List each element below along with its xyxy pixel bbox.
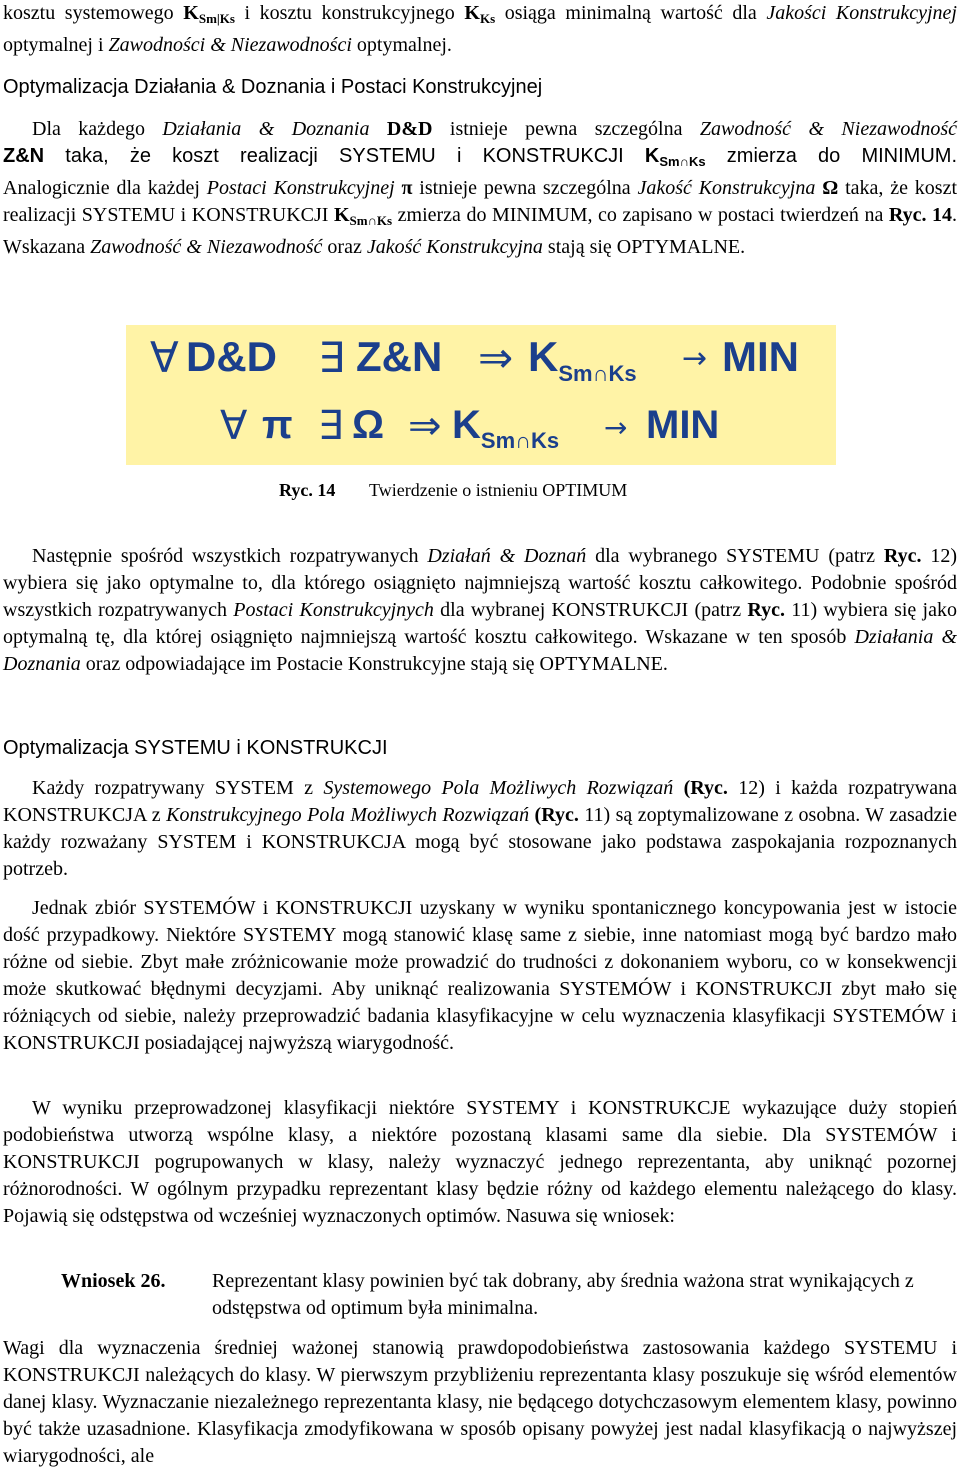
text-span: 12) wybiera się jako optymalne to, dla którego osiągnięto najmniejszą wartość kosztu całkowitego. Podobnie spośród wszystkich rozpatrywanych	[3, 545, 957, 621]
grouping-paragraph: W wyniku przeprowadzonej klasyfikacji niektóre SYSTEMY i KONSTRUKCJE wykazujące duży stopień podobieństwa utworzą wspólne klasy, a niektóre pozostaną klasami same dla siebie. Dla SYSTEMÓW i KONSTRUKCJI pogrupowanych w klasy, należy wyznaczyć jednego reprezentanta, aby uniknąć pozornej różnorodności. W ogólnym przypadku reprezentant klasy będzie różny od każdego elementu należącego do klasy. Pojawią się odstępstwa od wcześniej wyznaczonych optimów. Nasuwa się wniosek:	[3, 1097, 957, 1227]
italic-term: Konstrukcyjnego Pola Możliwych Rozwiązań	[166, 804, 530, 826]
italic-term: Postaci Konstrukcyjnych	[233, 599, 434, 621]
figure-caption-label: Ryc. 14	[279, 480, 336, 500]
classification-paragraph: Jednak zbiór SYSTEMÓW i KONSTRUKCJI uzyskany w wyniku spontanicznego koncypowania jest w istocie dość przypadkowy. Niektóre SYSTEMY mogą stanowić klasę same z siebie, inne natomiast mogą być bardzo mało różne od siebie. Zbyt małe zróżnicowanie może prowadzić do trudności z dokonaniem wyboru, co w konsekwencji może skutkować błędnymi decyzjami. Aby uniknąć realizowania SYSTEMÓW i KONSTRUKCJI zbyt mało się różniących od siebie, należy przeprowadzić badania klasyfikacyjne w celu wyznaczenia klasyfikacji SYSTEMÓW i KONSTRUKCJI posiadającej najwyższą wiarygodność.	[3, 897, 957, 1054]
action-paragraph	[3, 116, 957, 261]
text-span: kosztu systemowego	[3, 2, 184, 24]
text-span: Dla każdego	[32, 118, 163, 140]
forall-symbol: ∀	[150, 333, 179, 382]
tends-arrow-icon: →	[604, 411, 628, 444]
conclusion-text: Reprezentant klasy powinien być tak dobrany, aby średnia ważona strat wynikających z odstępstwa od optimum była minimalna.	[212, 1270, 914, 1319]
implies-arrow-icon: ⇒	[478, 333, 514, 382]
text-span: dla wybranej KONSTRUKCJI (patrz	[433, 599, 748, 621]
figure-reference: (Ryc.	[529, 804, 579, 826]
theorem-figure	[126, 325, 836, 465]
italic-term: Zawodność & Niezawodność	[90, 236, 323, 258]
dd-term: D&D	[186, 333, 277, 380]
bold-term: D&D	[369, 118, 433, 140]
text-span: stają się OPTYMALNE.	[542, 236, 746, 258]
tends-arrow-icon: →	[682, 341, 708, 376]
figure-caption-text: Twierdzenie o istnieniu OPTIMUM	[369, 480, 628, 500]
min-term: MIN	[646, 403, 720, 447]
figure-reference: (Ryc.	[673, 777, 728, 799]
intro-paragraph	[3, 0, 957, 59]
cost-subscript: Sm∩Ks	[480, 428, 560, 453]
text-span: dla wybranego SYSTEMU (patrz	[586, 545, 884, 567]
conclusion-label: Wniosek 26.	[61, 1270, 166, 1292]
pi-symbol: π	[262, 403, 293, 447]
text-span: Każdy rozpatrywany SYSTEM z	[32, 777, 324, 799]
pi-symbol: π	[394, 177, 413, 199]
cost-subscript: Sm∩Ks	[558, 361, 637, 386]
exists-symbol: ∃	[318, 333, 345, 382]
italic-term: Zawodność & Niezawodność	[699, 118, 957, 140]
cost-symbol: K	[452, 403, 481, 447]
figure-reference: Ryc.	[747, 599, 785, 621]
section-heading-system: Optymalizacja SYSTEMU i KONSTRUKCJI	[3, 737, 388, 759]
weights-paragraph: Wagi dla wyznaczenia średniej ważonej stanowią prawdopodobieństwa zastosowania każdego SYSTEMU i KONSTRUKCJI należących do klasy. W pierwszym przybliżeniu reprezentanta klasy poszukuje się wśród elementów danej klasy. Wyznaczanie niezależnego reprezentanta klasy, nie będącego dotychczasowym elementem klasy, powinno być także uzasadnione. Klasyfikacja zmodyfikowana w sposób opisany powyżej jest nadal klasyfikacją o najwyższej wiarygodności, ale	[3, 1337, 957, 1467]
cost-subscript: Ks	[479, 11, 496, 26]
text-span: oraz odpowiadające im Postacie Konstrukcyjne stają się OPTYMALNE.	[80, 653, 668, 675]
cost-symbol: K	[644, 145, 660, 167]
cost-subscript: Sm∩Ks	[659, 154, 706, 169]
implies-arrow-icon: ⇒	[408, 403, 442, 449]
forall-symbol: ∀	[220, 403, 248, 449]
text-span: zmierza do MINIMUM.	[705, 145, 957, 167]
text-span: optymalnej.	[351, 34, 452, 56]
text-span: 11) wybiera się jako optymalną tę, dla której osiągnięto najmniejszą wartość kosztu całkowitego. Wskazane w ten sposób	[3, 599, 957, 648]
text-span: istnieje pewna szczególna	[432, 118, 700, 140]
cost-subscript: Sm|Ks	[198, 11, 235, 26]
min-term: MIN	[722, 333, 799, 380]
italic-term: Działania & Doznania	[3, 626, 958, 675]
text-span: taka, że koszt realizacji SYSTEMU i KONSTRUKCJI	[44, 145, 645, 167]
cost-symbol: K	[464, 2, 480, 24]
italic-term: Systemowego Pola Możliwych Rozwiązań	[323, 777, 674, 799]
cost-symbol: K	[183, 2, 199, 24]
section-heading-action: Optymalizacja Działania & Doznania i Postaci Konstrukcyjnej	[3, 76, 543, 98]
italic-term: Zawodności & Niezawodności	[108, 34, 352, 56]
figure-reference: Ryc.	[883, 545, 922, 567]
italic-term: Jakość Konstrukcyjna	[366, 236, 543, 258]
exists-symbol: ∃	[318, 403, 344, 449]
italic-term: Postaci Konstrukcyjnej	[206, 177, 395, 199]
text-span: . Wskazana	[3, 204, 958, 258]
figure-reference: Ryc. 14	[888, 204, 953, 226]
bold-term: Z&N	[3, 145, 45, 167]
text-span: Następnie spośród wszystkich rozpatrywanych	[32, 545, 428, 567]
text-span: istnieje pewna szczególna	[412, 177, 638, 199]
text-span: oraz	[322, 236, 367, 258]
text-span: i kosztu konstrukcyjnego	[234, 2, 465, 24]
omega-symbol: Ω	[352, 403, 385, 447]
text-span: zmierza do MINIMUM, co zapisano w postaci twierdzeń na	[392, 204, 889, 226]
italic-term: Jakości Konstrukcyjnej	[766, 2, 957, 24]
text-span: 12) i każda rozpatrywana KONSTRUKCJA z	[3, 777, 957, 826]
text-span: optymalnej i	[3, 34, 109, 56]
omega-symbol: Ω	[815, 177, 839, 199]
selection-paragraph	[3, 543, 957, 678]
text-span: taka, że koszt realizacji SYSTEMU i KONSTRUKCJI	[3, 177, 958, 226]
system-paragraph	[3, 775, 957, 883]
italic-term: Działania & Doznania	[162, 118, 370, 140]
italic-term: Jakość Konstrukcyjna	[637, 177, 816, 199]
italic-term: Działań & Doznań	[427, 545, 587, 567]
text-span: osiąga minimalną wartość dla	[495, 2, 767, 24]
cost-subscript: Sm∩Ks	[349, 213, 393, 228]
cost-symbol: K	[333, 204, 350, 226]
zn-term: Z&N	[356, 333, 443, 380]
text-span: Analogicznie dla każdej	[3, 177, 207, 199]
cost-symbol: K	[528, 333, 559, 380]
text-span: 11) są zoptymalizowane z osobna. W zasadzie każdy rozważany SYSTEM i KONSTRUKCJA mogą być stosowane jako podstawa zaspokajania rozpoznanych potrzeb.	[3, 804, 957, 880]
